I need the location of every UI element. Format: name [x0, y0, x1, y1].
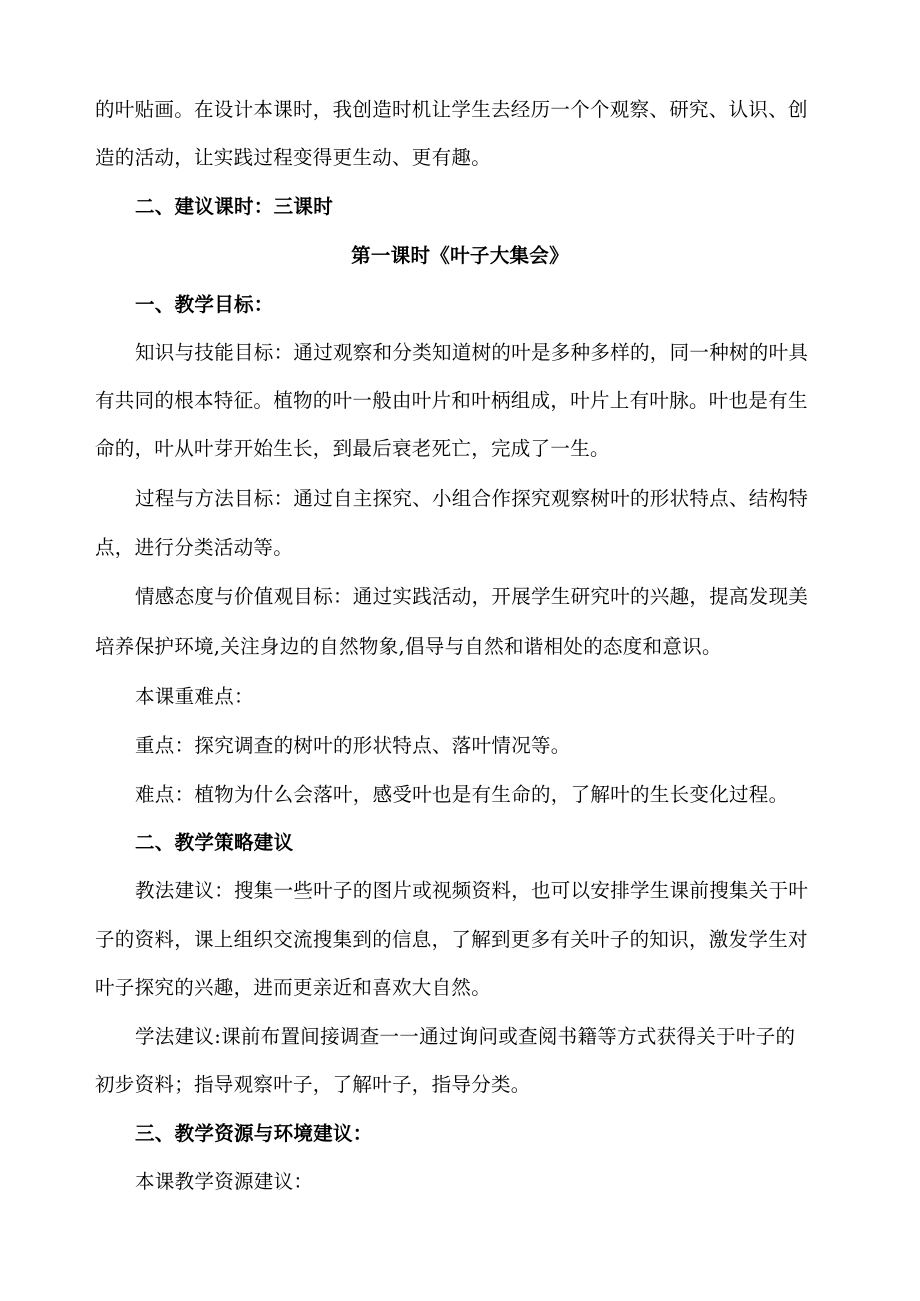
body-text-line: 情感态度与价值观目标：通过实践活动，开展学生研究叶的兴趣，提高发现美 [135, 585, 809, 608]
body-text-line: 命的，叶从叶芽开始生长，到最后衰老死亡，完成了一生。 [95, 437, 610, 460]
lesson-title: 第一课时《叶子大集会》 [351, 244, 569, 267]
body-text-line: 的叶贴画。在设计本课时，我创造时机让学生去经历一个个观察、研究、认识、创 [95, 98, 808, 121]
section-heading-strategies: 二、教学策略建议 [135, 831, 294, 854]
body-text-line: 教法建议：搜集一些叶子的图片或视频资料，也可以安排学生课前搜集关于叶 [135, 879, 809, 902]
body-text-line: 知识与技能目标：通过观察和分类知道树的叶是多种多样的，同一种树的叶具 [135, 341, 809, 364]
section-heading-objectives: 一、教学目标： [135, 293, 274, 316]
body-text-line: 培养保护环境,关注身边的自然物象,倡导与自然和谐相处的态度和意识。 [95, 635, 722, 658]
body-text-line: 学法建议:课前布置间接调查一一通过询问或查阅书籍等方式获得关于叶子的 [135, 1025, 796, 1048]
body-text-line: 过程与方法目标：通过自主探究、小组合作探究观察树叶的形状特点、结构特 [135, 487, 809, 510]
body-text-line: 造的活动，让实践过程变得更生动、更有趣。 [95, 146, 492, 169]
body-text-line: 难点：植物为什么会落叶，感受叶也是有生命的，了解叶的生长变化过程。 [135, 783, 789, 806]
body-text-line: 点，进行分类活动等。 [95, 536, 294, 559]
section-heading-resources: 三、教学资源与环境建议： [135, 1122, 373, 1145]
section-heading-class-hours: 二、建议课时：三课时 [135, 195, 334, 218]
body-text-line: 本课教学资源建议： [135, 1170, 314, 1193]
body-text-line: 重点：探究调查的树叶的形状特点、落叶情况等。 [135, 734, 571, 757]
body-text-line: 叶子探究的兴趣，进而更亲近和喜欢大自然。 [95, 976, 492, 999]
body-text-line: 有共同的根本特征。植物的叶一般由叶片和叶柄组成，叶片上有叶脉。叶也是有生 [95, 389, 808, 412]
body-text-line: 子的资料，课上组织交流搜集到的信息，了解到更多有关叶子的知识，激发学生对 [95, 928, 808, 951]
body-text-line: 初步资料；指导观察叶子，了解叶子，指导分类。 [95, 1073, 531, 1096]
body-text-line: 本课重难点： [135, 685, 254, 708]
